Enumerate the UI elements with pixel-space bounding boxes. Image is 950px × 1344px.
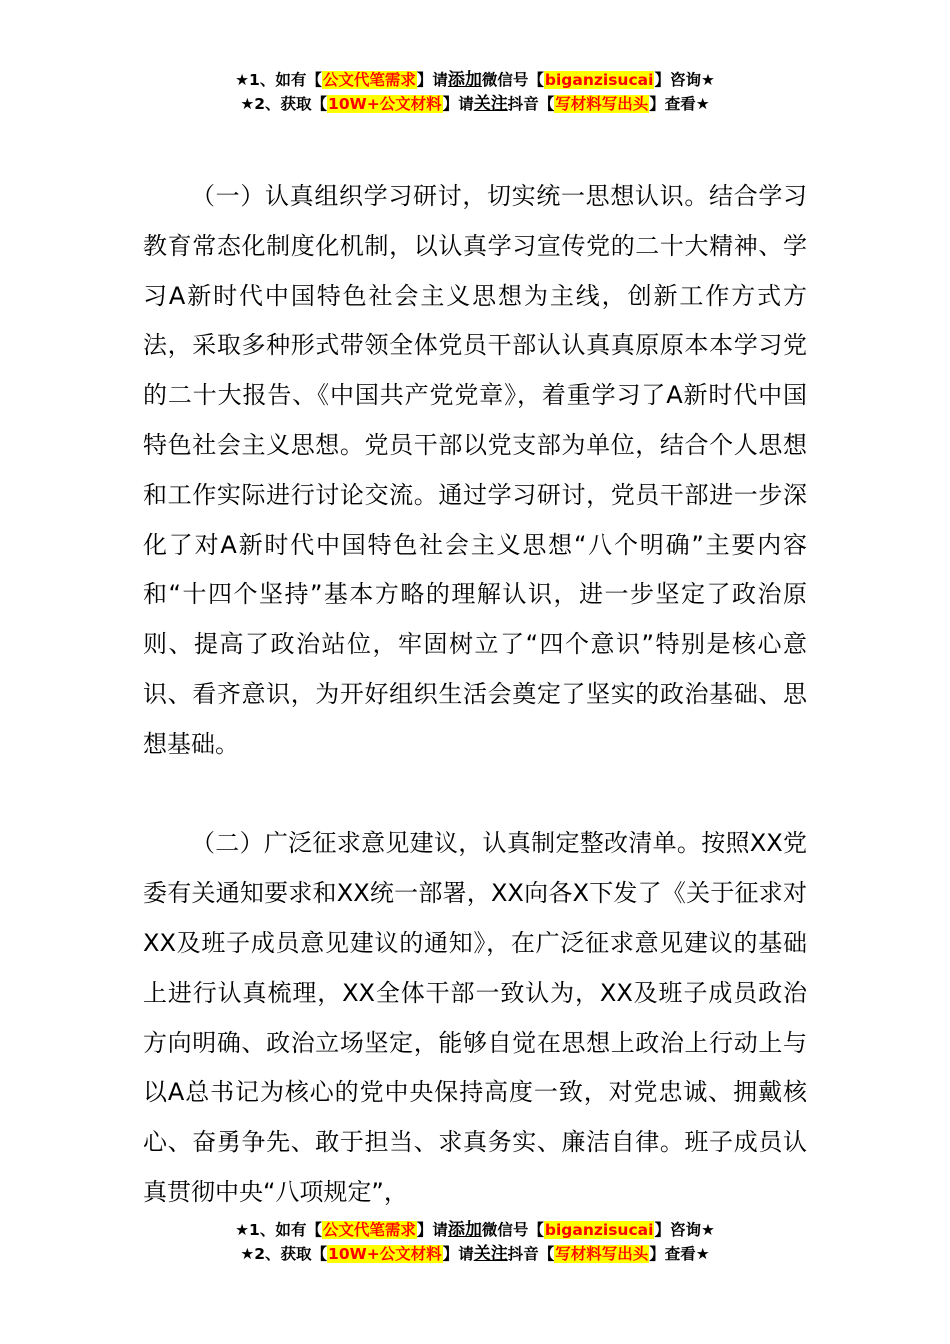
body-paragraph-1: （一）认真组织学习研讨，切实统一思想认识。结合学习教育常态化制度化机制，以认真学习宣传党的二十大精神、学习A新时代中国特色社会主义思想为主线，创新工作方式方法，采取多种形式带领全体党员干部认认真真原原本本学习党的二十大报告、《中国共产党党章》，着重学习了A新时代中国特色社会主义思想。党员干部以党支部为单位，结合个人思想和工作实际进行讨论交流。通过学习研讨，党员干部进一步深化了对A新时代中国特色社会主义思想“八个明确”主要内容和“十四个坚持”基本方略的理解认识，进一步坚定了政治原则、提高了政治站位，牢固树立了“四个意识”特别是核心意识、看齐意识，为开好组织生活会奠定了坚实的政治基础、思想基础。 bbox=[143, 182, 807, 758]
footer-highlight-service: 公文代笔需求 bbox=[322, 1221, 416, 1239]
footer-line-2 bbox=[0, 1242, 950, 1266]
header-highlight-wechat-id: biganzisucai bbox=[544, 71, 654, 89]
footer-line-1 bbox=[0, 1218, 950, 1242]
header-line-1-prefix: ★1、如有【 bbox=[235, 71, 322, 89]
document-body bbox=[143, 172, 807, 1218]
footer-highlight-wechat-id: biganzisucai bbox=[544, 1221, 654, 1239]
header-line-2-prefix: ★2、获取【 bbox=[240, 95, 328, 113]
footer-line-2-prefix: ★2、获取【 bbox=[240, 1245, 328, 1263]
footer-line-1-prefix: ★1、如有【 bbox=[235, 1221, 322, 1239]
header-line-1-mid: 】请 bbox=[416, 71, 448, 89]
header-line-2-suffix: 】查看★ bbox=[649, 95, 710, 113]
footer-underlined-follow: 关注 bbox=[473, 1244, 508, 1264]
footer-line-1-mid2: 微信号【 bbox=[481, 1221, 544, 1239]
header-underlined-follow: 关注 bbox=[473, 94, 508, 114]
header-highlight-douyin-account: 写材料写出头 bbox=[555, 95, 649, 113]
footer-line-1-mid: 】请 bbox=[416, 1221, 448, 1239]
header-line-1-suffix: 】咨询★ bbox=[654, 71, 715, 89]
footer-line-2-mid: 】请 bbox=[442, 1245, 474, 1263]
footer-underlined-add: 添加 bbox=[447, 1220, 482, 1240]
footer-banner bbox=[0, 1218, 950, 1266]
header-line-1 bbox=[0, 68, 950, 92]
header-line-2 bbox=[0, 92, 950, 116]
header-line-2-mid: 】请 bbox=[442, 95, 474, 113]
header-highlight-materials: 10W+公文材料 bbox=[328, 95, 442, 113]
body-paragraph-2: （二）广泛征求意见建议，认真制定整改清单。按照XX党委有关通知要求和XX统一部署，XX向各X下发了《关于征求对XX及班子成员意见建议的通知》，在广泛征求意见建议的基础上进行认真梳理，XX全体干部一致认为，XX及班子成员政治方向明确、政治立场坚定，能够自觉在思想上政治上行动上与以A总书记为核心的党中央保持高度一致，对党忠诚、拥戴核心、奋勇争先、敢于担当、求真务实、廉洁自律。班子成员认真贯彻中央“八项规定”， bbox=[143, 829, 807, 1206]
header-underlined-add: 添加 bbox=[447, 70, 482, 90]
footer-line-2-mid2: 抖音【 bbox=[507, 1245, 555, 1263]
footer-highlight-materials: 10W+公文材料 bbox=[328, 1245, 442, 1263]
footer-line-1-suffix: 】咨询★ bbox=[654, 1221, 715, 1239]
header-line-1-mid2: 微信号【 bbox=[481, 71, 544, 89]
footer-highlight-douyin-account: 写材料写出头 bbox=[555, 1245, 649, 1263]
header-highlight-service: 公文代笔需求 bbox=[322, 71, 416, 89]
header-banner bbox=[0, 68, 950, 116]
footer-line-2-suffix: 】查看★ bbox=[649, 1245, 710, 1263]
header-line-2-mid2: 抖音【 bbox=[507, 95, 555, 113]
